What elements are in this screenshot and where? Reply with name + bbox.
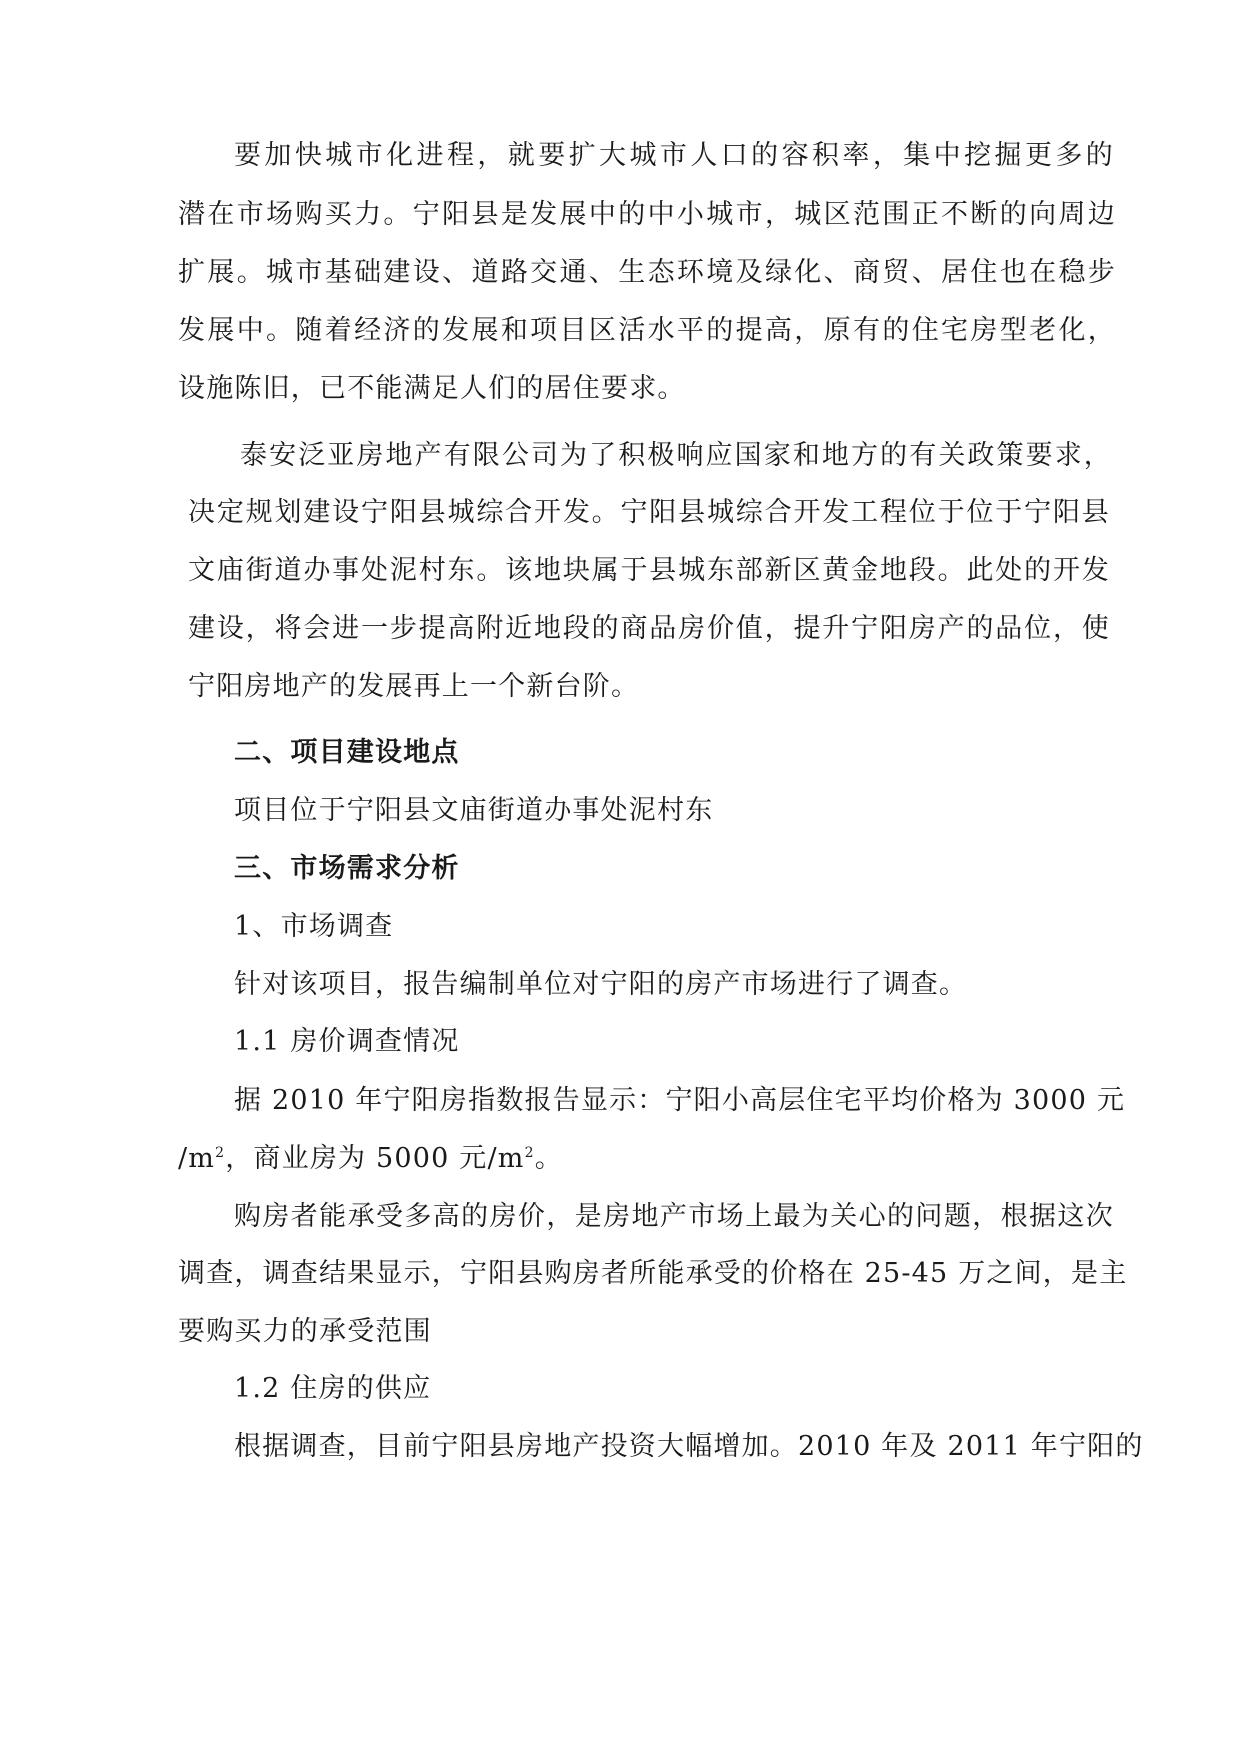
paragraph-2-line-3: 文庙街道办事处泥村东。该地块属于县城东部新区黄金地段。此处的开发	[188, 555, 1110, 586]
period: 。	[534, 1143, 563, 1174]
price-text: ，商业房为 5000 元/m	[225, 1143, 525, 1174]
paragraph-1-line-3: 扩展。城市基础建设、道路交通、生态环境及绿化、商贸、居住也在稳步	[178, 257, 1116, 288]
affordability-line-2: 调查，调查结果显示，宁阳县购房者所能承受的价格在 25-45 万之间，是主	[178, 1258, 1128, 1289]
location-text: 项目位于宁阳县文庙街道办事处泥村东	[234, 795, 714, 826]
paragraph-1-line-5: 设施陈旧，已不能满足人们的居住要求。	[178, 373, 686, 404]
paragraph-2-line-5: 宁阳房地产的发展再上一个新台阶。	[188, 671, 640, 702]
paragraph-1-line-2: 潜在市场购买力。宁阳县是发展中的中小城市，城区范围正不断的向周边	[178, 199, 1116, 230]
section-heading-market: 三、市场需求分析	[234, 853, 460, 884]
survey-intro-text: 针对该项目，报告编制单位对宁阳的房产市场进行了调查。	[234, 969, 968, 1000]
paragraph-2-line-2: 决定规划建设宁阳县城综合开发。宁阳县城综合开发工程位于位于宁阳县	[188, 497, 1110, 528]
section-heading-location: 二、项目建设地点	[234, 737, 460, 768]
paragraph-1-line-4: 发展中。随着经济的发展和项目区活水平的提高，原有的住宅房型老化，	[178, 315, 1116, 346]
paragraph-1-line-1: 要加快城市化进程，就要扩大城市人口的容积率，集中挖掘更多的	[234, 140, 1114, 171]
supply-paragraph-line-1: 根据调查，目前宁阳县房地产投资大幅增加。2010 年及 2011 年宁阳的	[234, 1431, 1144, 1462]
affordability-line-3: 要购买力的承受范围	[178, 1316, 432, 1347]
superscript: 2	[215, 1145, 226, 1161]
superscript: 2	[524, 1145, 535, 1161]
price-paragraph-line-2	[178, 1143, 563, 1175]
paragraph-2-line-1: 泰安泛亚房地产有限公司为了积极响应国家和地方的有关政策要求，	[240, 440, 1112, 471]
subheading-housing-supply: 1.2 住房的供应	[234, 1373, 432, 1404]
subheading-price-survey: 1.1 房价调查情况	[234, 1026, 460, 1057]
subheading-market-survey: 1、市场调查	[234, 911, 394, 942]
price-paragraph-line-1: 据 2010 年宁阳房指数报告显示：宁阳小高层住宅平均价格为 3000 元	[234, 1085, 1126, 1116]
affordability-line-1: 购房者能承受多高的房价，是房地产市场上最为关心的问题，根据这次	[234, 1201, 1114, 1232]
paragraph-2-line-4: 建设，将会进一步提高附近地段的商品房价值，提升宁阳房产的品位，使	[188, 613, 1110, 644]
unit-text: /m	[178, 1143, 216, 1174]
